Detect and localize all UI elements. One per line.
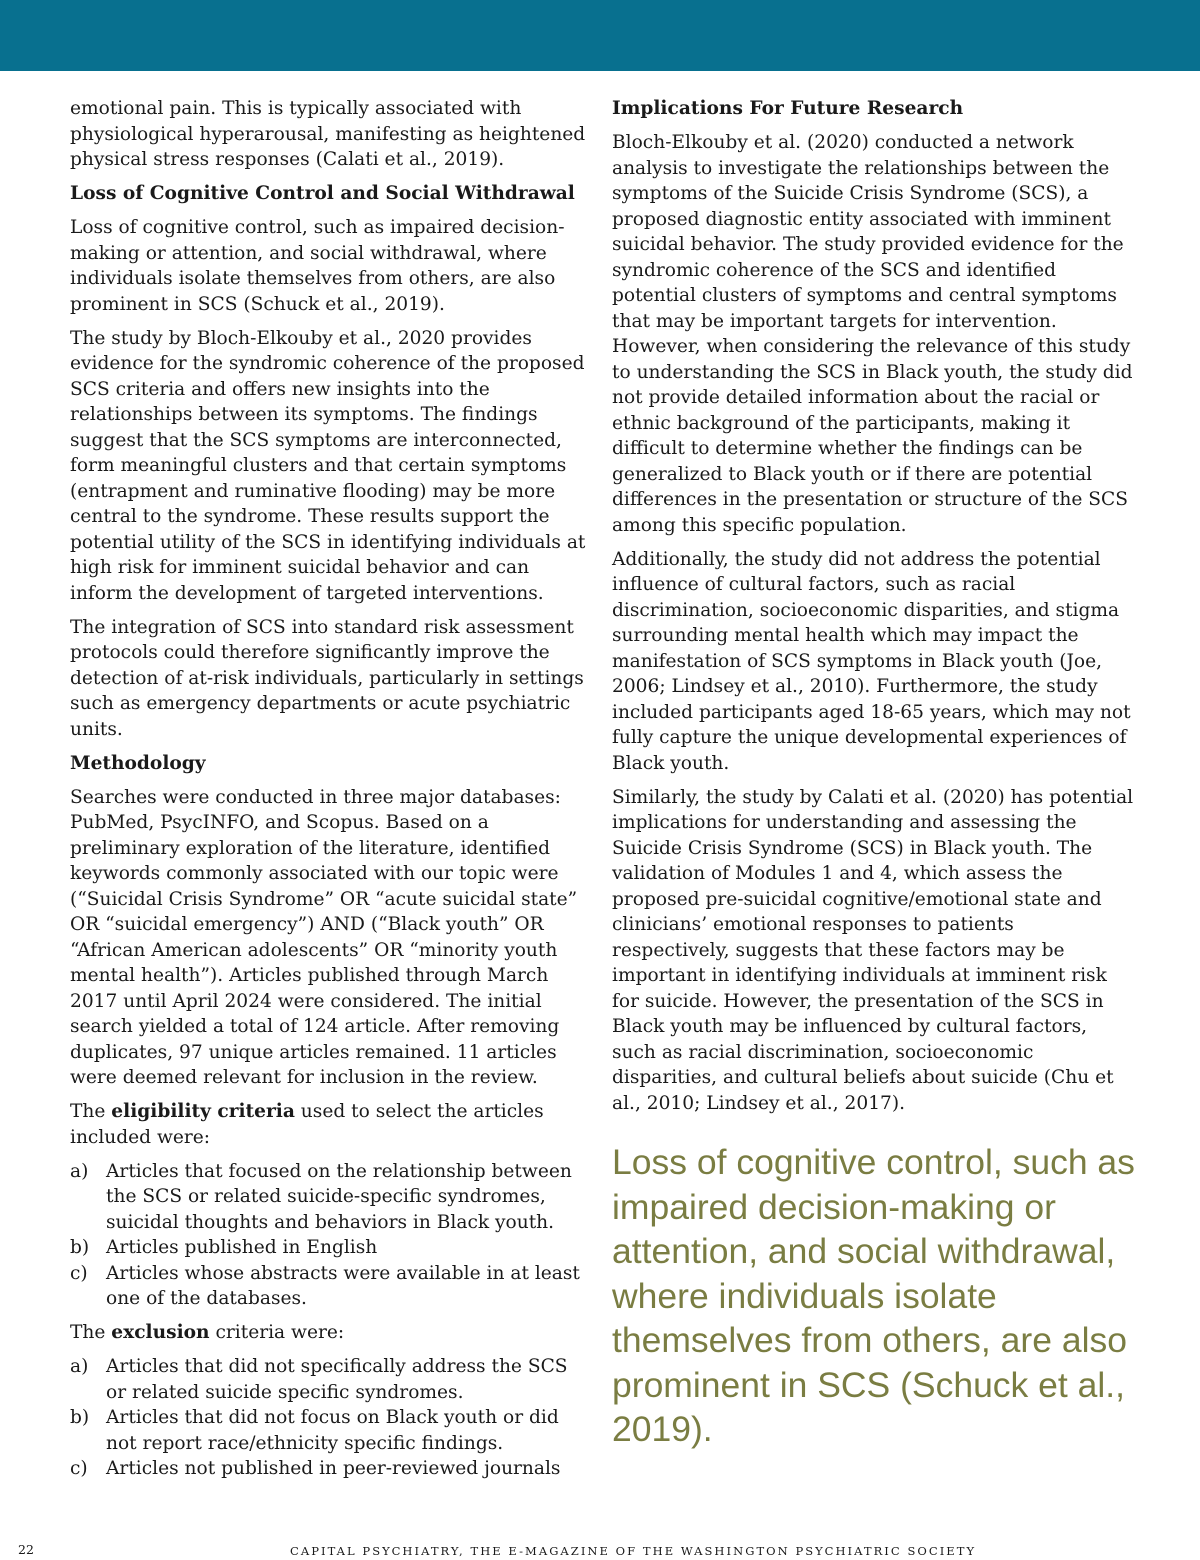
exclusion-term: exclusion	[111, 1322, 210, 1343]
paragraph: Bloch-Elkouby et al. (2020) conducted a network analysis to investigate the relationships between the symptoms of the Suicide Crisis Syndrome (SCS), a proposed diagnostic entity associated with imminent suicidal behavior. The study provided evidence for the syndromic coherence of the SCS and identified potential clusters of symptoms and central symptoms that may be important targets for intervention. However, when considering the relevance of this study to understanding the SCS in Black youth, the study did not provide detailed information about the racial or ethnic background of the participants, making it difficult to determine whether the findings can be generalized to Black youth or if there are potential differences in the presentation or structure of the SCS among this specific population.	[612, 132, 1133, 536]
list-item	[70, 1159, 586, 1236]
list-marker: a)	[70, 1160, 89, 1182]
paragraph: Loss of cognitive control, such as impaired decision-making or attention, and social withdrawal, where individuals isolate themselves from others, are also prominent in SCS (Schuck et al., 2019).	[70, 217, 565, 315]
header-bar	[0, 0, 1200, 71]
paragraph: Searches were conducted in three major databases: PubMed, PsycINFO, and Scopus. Based on a preliminary exploration of the literature, identified keywords commonly associated with our topic were (“Suicidal Crisis Syndrome” OR “acute suicidal state” OR “suicidal emergency”) AND (“Black youth” OR “African American adolescents” OR “minority youth mental health”). Articles published through March 2017 until April 2024 were considered. The initial search yielded a total of 124 article. After removing duplicates, 97 unique articles remained. 11 articles were deemed relevant for inclusion in the review.	[70, 786, 578, 1088]
paragraph: The integration of SCS into standard risk assessment protocols could therefore significantly improve the detection of at-risk individuals, particularly in settings such as emergency departments or acute psychiatric units.	[70, 616, 584, 740]
section-heading-implications: Implications For Future Research	[612, 98, 964, 119]
section-heading-loss-of-cognitive-control: Loss of Cognitive Control and Social Withdrawal	[70, 183, 575, 204]
list-marker: c)	[70, 1458, 88, 1479]
exclusion-intro-post: criteria were:	[209, 1322, 345, 1343]
list-item	[70, 1405, 586, 1456]
eligibility-criteria-term: eligibility criteria	[111, 1101, 295, 1122]
eligibility-intro-pre: The	[70, 1101, 112, 1122]
paragraph: Additionally, the study did not address the potential influence of cultural factors, such as racial discrimination, socioeconomic disparities, and stigma surrounding mental health which may impact the manifestation of SCS symptoms in Black youth (Joe, 2006; Lindsey et al., 2010). Furthermore, the study included participants aged 18-65 years, which may not fully capture the unique developmental experiences of Black youth.	[612, 548, 1131, 774]
list-item-text: Articles published in English	[106, 1237, 378, 1258]
pull-quote: Loss of cognitive control, such as impaired decision-making or attention, and social withdrawal, where individuals isolate themselves from others, are also prominent in SCS (Schuck et al., 2019).	[612, 1142, 1135, 1449]
list-marker: b)	[70, 1237, 90, 1258]
eligibility-list	[70, 1159, 586, 1312]
paragraph: The study by Bloch-Elkouby et al., 2020 provides evidence for the syndromic coherence of the proposed SCS criteria and offers new insights into the relationships between its symptoms. The findings suggest that the SCS symptoms are interconnected, form meaningful clusters and that certain symptoms (entrapment and ruminative flooding) may be more central to the syndrome. These results support the potential utility of the SCS in identifying individuals at high risk for imminent suicidal behavior and can inform the development of targeted interventions.	[70, 327, 586, 604]
paragraph: emotional pain. This is typically associated with physiological hyperarousal, manifesting as heightened physical stress responses (Calati et al., 2019).	[70, 98, 586, 170]
eligibility-intro-post: used to select the articles included were:	[70, 1101, 544, 1148]
list-item-text: Articles that did not focus on Black youth or did not report race/ethnicity specific findings.	[106, 1407, 559, 1454]
list-item	[70, 1235, 586, 1261]
eligibility-intro	[70, 1099, 586, 1150]
list-item-text: Articles that focused on the relationship between the SCS or related suicide-specific syndromes, suicidal thoughts and behaviors in Black youth.	[106, 1160, 572, 1233]
exclusion-list	[70, 1354, 586, 1482]
list-marker: a)	[70, 1356, 89, 1377]
magazine-title: CAPITAL PSYCHIATRY, THE E-MAGAZINE OF THE WASHINGTON PSYCHIATRIC SOCIETY	[290, 1544, 977, 1558]
list-item	[70, 1456, 586, 1482]
exclusion-intro	[70, 1320, 586, 1346]
exclusion-intro-pre: The	[70, 1322, 112, 1343]
right-column	[612, 96, 1136, 1452]
left-column	[70, 96, 586, 1490]
section-heading-methodology: Methodology	[70, 752, 206, 774]
list-item-text: Articles not published in peer-reviewed journals	[106, 1458, 561, 1479]
list-item	[70, 1261, 586, 1312]
list-item-text: Articles that did not specifically address the SCS or related suicide specific syndromes.	[106, 1356, 568, 1403]
list-marker: c)	[70, 1262, 88, 1284]
paragraph: Similarly, the study by Calati et al. (2020) has potential implications for understanding and assessing the Suicide Crisis Syndrome (SCS) in Black youth. The validation of Modules 1 and 4, which assess the proposed pre-suicidal cognitive/emotional state and clinicians’ emotional responses to patients respectively, suggests that these factors may be important in identifying individuals at imminent risk for suicide. However, the presentation of the SCS in Black youth may be influenced by cultural factors, such as racial discrimination, socioeconomic disparities, and cultural beliefs about suicide (Chu et al., 2010; Lindsey et al., 2017).	[612, 786, 1134, 1114]
list-marker: b)	[70, 1407, 90, 1428]
list-item	[70, 1354, 586, 1405]
list-item-text: Articles whose abstracts were available in at least one of the databases.	[106, 1262, 580, 1309]
page-number: 22	[18, 1542, 34, 1557]
page-footer	[0, 1540, 1200, 1560]
